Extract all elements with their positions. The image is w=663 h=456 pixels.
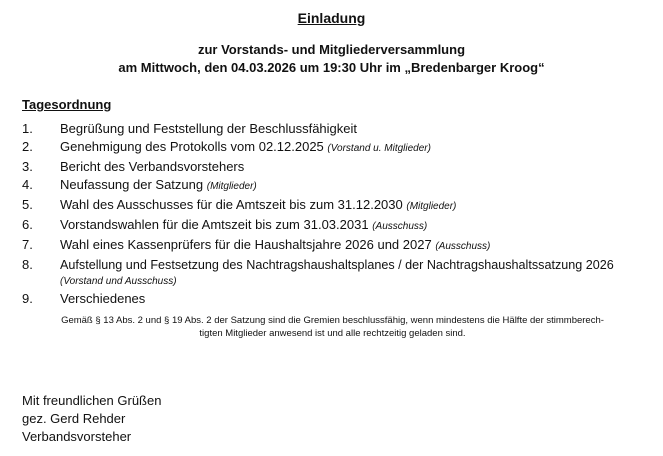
agenda-item [22, 290, 652, 308]
agenda-item-number: 7. [22, 237, 33, 252]
agenda-heading: Tagesordnung [22, 97, 112, 112]
agenda-item [22, 120, 652, 138]
agenda-item [22, 196, 652, 216]
agenda-item [22, 158, 652, 176]
agenda-item-text: Vorstandswahlen für die Amtszeit bis zum 31.03.2031 [60, 217, 369, 232]
agenda-item-number: 6. [22, 217, 33, 232]
signature-role: Verbandsvorsteher [22, 429, 132, 444]
agenda-item [22, 216, 652, 236]
agenda-item-note: (Vorstand und Ausschuss) [60, 276, 177, 287]
agenda-item-note: (Ausschuss) [435, 241, 491, 252]
agenda-item [22, 236, 652, 256]
agenda-item [22, 256, 652, 290]
agenda-item-number: 3. [22, 159, 33, 174]
meeting-subtitle: zur Vorstands- und Mitgliederversammlung [197, 42, 466, 57]
closing-greeting: Mit freundlichen Grüßen [22, 393, 162, 408]
agenda-item-number: 4. [22, 177, 33, 192]
agenda-item-note: (Mitglieder) [406, 201, 457, 212]
agenda-item-note: (Mitglieder) [206, 181, 257, 192]
legal-notice [20, 314, 645, 340]
legal-notice-line: Gemäß § 13 Abs. 2 und § 19 Abs. 2 der Satzung sind die Gremien beschlussfähig, wenn mindestens die Hälfte der stimmberech- [61, 315, 604, 326]
agenda-list [22, 120, 652, 308]
agenda-item-text: Aufstellung und Festsetzung des Nachtragshaushaltsplanes / der Nachtragshaushaltssatzung 2026 [60, 258, 614, 272]
agenda-item-note: (Vorstand u. Mitglieder) [327, 143, 431, 154]
agenda-item-number: 9. [22, 291, 33, 306]
document-title: Einladung [297, 10, 366, 26]
legal-notice-line: tigten Mitglieder anwesend ist und alle rechtzeitig geladen sind. [199, 328, 466, 339]
meeting-date-location: am Mittwoch, den 04.03.2026 um 19:30 Uhr im „Bredenbarger Kroog“ [118, 60, 545, 75]
agenda-item [22, 138, 652, 158]
agenda-item [22, 176, 652, 196]
agenda-item-number: 8. [22, 257, 33, 272]
agenda-item-text: Begrüßung und Feststellung der Beschlussfähigkeit [60, 121, 358, 136]
agenda-item-text: Wahl eines Kassenprüfers für die Haushaltsjahre 2026 und 2027 [60, 237, 432, 252]
signature-name: gez. Gerd Rehder [22, 411, 126, 426]
agenda-item-text: Genehmigung des Protokolls vom 02.12.2025 [60, 139, 324, 154]
agenda-item-text: Neufassung der Satzung [60, 177, 204, 192]
agenda-item-number: 1. [22, 121, 33, 136]
agenda-item-text: Wahl des Ausschusses für die Amtszeit bis zum 31.12.2030 [60, 197, 403, 212]
agenda-item-number: 5. [22, 197, 33, 212]
agenda-item-note: (Ausschuss) [372, 221, 428, 232]
agenda-item-text: Bericht des Verbandsvorstehers [60, 159, 245, 174]
agenda-item-text: Verschiedenes [60, 291, 146, 306]
closing-block [22, 392, 161, 446]
agenda-item-number: 2. [22, 139, 33, 154]
